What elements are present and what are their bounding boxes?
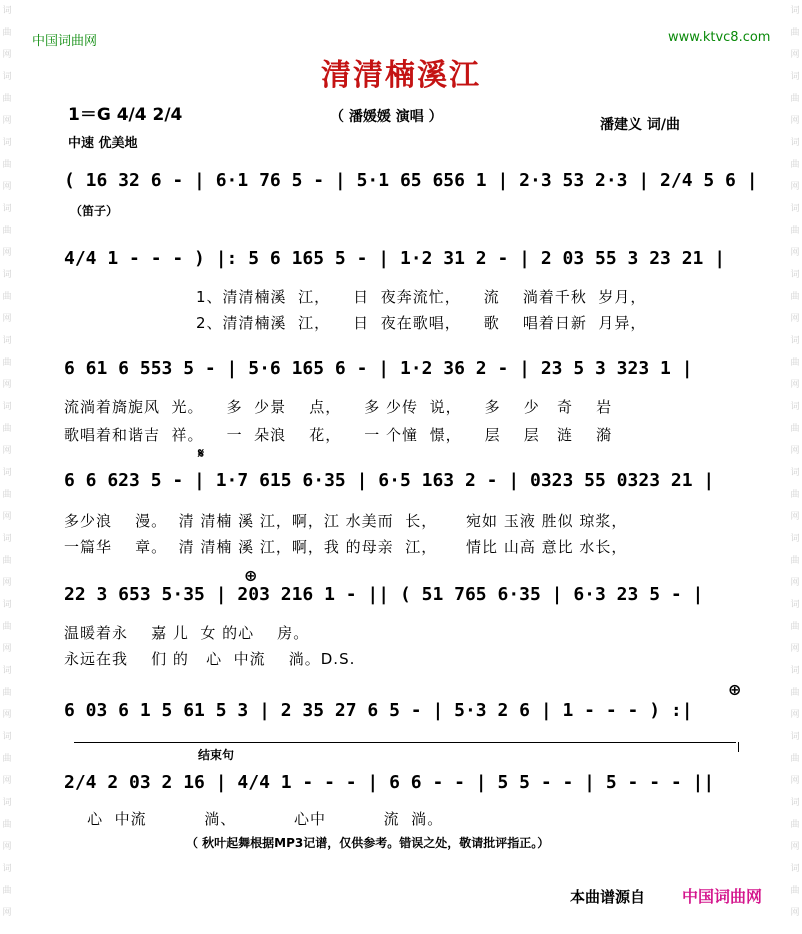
- transcription-note: （ 秋叶起舞根据MP3记谱，仅供参考。错误之处，敬请批评指正。）: [186, 836, 550, 850]
- lyric-verse2-line2: 歌唱着和谐吉 祥。 一 朵浪 花， 一 个憧 憬， 层 层 涟 漪: [64, 426, 613, 444]
- left-watermark-strip: 词 曲 网 词 曲 网 词 曲 网 词 曲 网 词 曲 网 词 曲 网 词 曲 网 词 曲 网 词 曲 网 词 曲 网 词 曲 网 词 曲 网 词 曲 网 词 曲 网: [2, 6, 12, 918]
- tempo-marking: 中速 优美地: [68, 136, 138, 151]
- coda-sign-2: ⊕: [728, 680, 742, 699]
- score-line-5: 22 3 653 5·35 | 203 216 1 - || ( 51 765 6·35 | 6·3 23 5 - |: [64, 584, 704, 605]
- lyric-verse1-line1: 1、清清楠溪 江， 日 夜奔流忙， 流 淌着千秋 岁月，: [196, 288, 647, 306]
- lyric-ending: 心 中流 淌、 心中 流 淌。: [64, 810, 444, 828]
- segno-sign: 𝄋: [198, 446, 205, 462]
- score-line-7: 2/4 2 03 2 16 | 4/4 1 - - - | 6 6 - - | 5 5 - - | 5 - - - ||: [64, 772, 715, 793]
- key-signature: 1＝G 4/4 2/4: [68, 105, 183, 125]
- score-line-6: 6 03 6 1 5 61 5 3 | 2 35 27 6 5 - | 5·3 2 6 | 1 - - - ) :|: [64, 700, 693, 721]
- right-watermark-strip: 词 曲 网 词 曲 网 词 曲 网 词 曲 网 词 曲 网 词 曲 网 词 曲 网 词 曲 网 词 曲 网 词 曲 网 词 曲 网 词 曲 网 词 曲 网 词 曲 网: [790, 6, 800, 918]
- ending-bracket-line: [74, 742, 736, 743]
- song-title: 清清楠溪江: [321, 58, 481, 93]
- lyric-verse1-line3: 多少浪 漫。 清 清楠 溪 江，啊，江 水美而 长， 宛如 玉液 胜似 琼浆，: [64, 512, 628, 530]
- intro-instrument-label: （笛子）: [70, 204, 119, 218]
- score-line-3: 6 61 6 553 5 - | 5·6 165 6 - | 1·2 36 2 - | 23 5 3 323 1 |: [64, 358, 693, 379]
- score-line-4: 6 6 623 5 - | 1·7 615 6·35 | 6·5 163 2 - | 0323 55 0323 21 |: [64, 470, 715, 491]
- lyric-verse1-line4: 温暖着永 嘉 儿 女 的心 房。: [64, 624, 310, 642]
- composer-credit: 潘建义 词/曲: [600, 117, 680, 133]
- source-label: 本曲谱源自: [570, 888, 646, 906]
- ending-label: 结束句: [198, 748, 235, 762]
- source-site-link[interactable]: 中国词曲网: [682, 887, 763, 906]
- ending-bracket-tick: [738, 742, 739, 752]
- lyric-verse1-line2: 流淌着旖旎风 光。 多 少景 点， 多 少传 说， 多 少 奇 岩: [64, 398, 613, 416]
- lyric-verse2-line3: 一篇华 章。 清 清楠 溪 江，啊，我 的母亲 江， 情比 山高 意比 水长，: [64, 538, 628, 556]
- coda-sign-1: ⊕: [244, 566, 258, 585]
- lyric-verse2-line1: 2、清清楠溪 江， 日 夜在歌唱， 歌 唱着日新 月异，: [196, 314, 647, 332]
- site-url-top-right[interactable]: www.ktvc8.com: [668, 30, 771, 45]
- lyric-verse2-line4: 永远在我 们 的 心 中流 淌。D.S.: [64, 650, 356, 668]
- score-line-2: 4/4 1 - - - ) |: 5 6 165 5 - | 1·2 31 2 - | 2 03 55 3 23 21 |: [64, 248, 726, 269]
- score-line-1: ( 16 32 6 - | 6·1 76 5 - | 5·1 65 656 1 | 2·3 53 2·3 | 2/4 5 6 |: [64, 170, 758, 191]
- performer-credit: （ 潘媛媛 演唱 ）: [330, 109, 443, 125]
- site-name-top-left[interactable]: 中国词曲网: [32, 34, 98, 49]
